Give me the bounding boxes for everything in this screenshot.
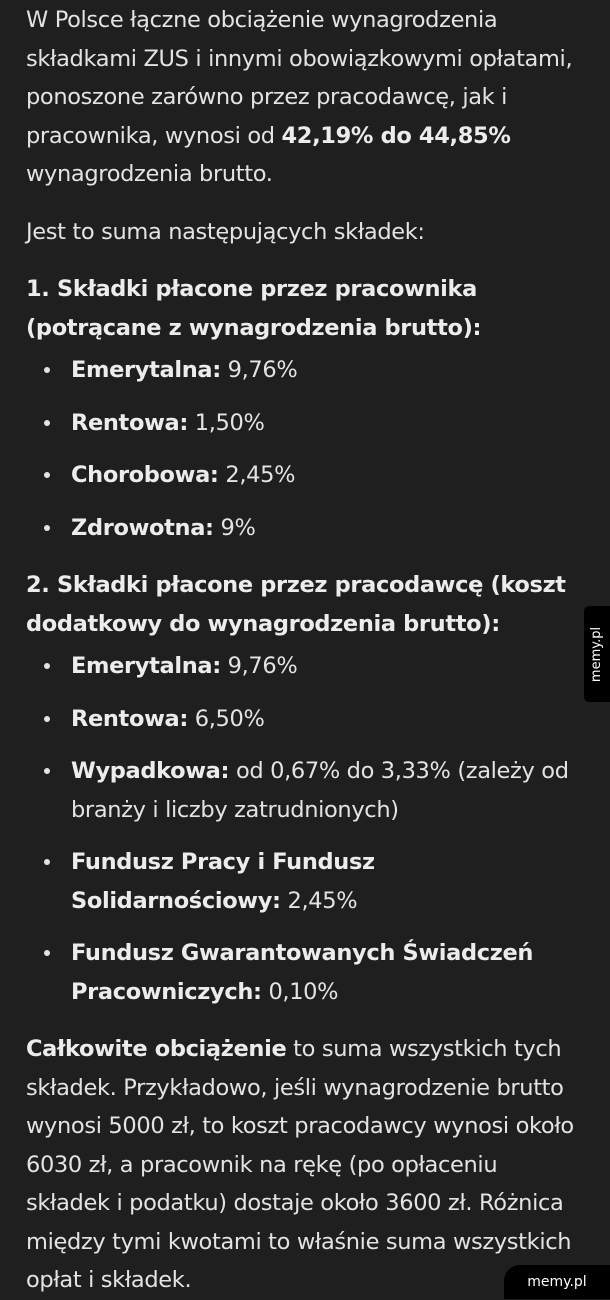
item-label: Emerytalna: — [71, 357, 221, 383]
list-item — [26, 647, 586, 686]
item-value: 9,76% — [220, 357, 298, 383]
list-item — [26, 934, 586, 1011]
list-item — [26, 843, 586, 920]
item-label: Rentowa: — [71, 705, 188, 732]
lead-paragraph: Jest to suma następujących składek: — [26, 218, 425, 245]
item-value: 9,76% — [220, 653, 298, 679]
watermark-bottom-text: memy.pl — [527, 1274, 587, 1290]
summary-bold: Całkowite obciążenie — [26, 1036, 287, 1062]
item-label: Wypadkowa: — [71, 758, 230, 784]
item-value: 1,50% — [187, 409, 265, 436]
list-item — [26, 509, 586, 548]
response-text — [26, 1, 586, 1300]
item-value: 0,10% — [261, 978, 339, 1005]
item-value: 2,45% — [218, 462, 296, 488]
item-value: 9% — [213, 514, 256, 541]
item-label: Emerytalna: — [71, 653, 221, 679]
intro-range: 42,19% do 44,85% — [281, 122, 511, 149]
summary-text: to suma wszystkich tych składek. Przykładowo, jeśli wynagrodzenie brutto wynosi 5000 zł, to koszt pracodawcy wynosi około 6030 zł, a pracownik na rękę (po opłaceniu składek i podatku) dostaje około 3600 zł. Różnica między tymi kwotami to właśnie suma wszystkich opłat i składek. — [26, 1036, 574, 1293]
intro-text: W Polsce łączne obciążenie wynagrodzenia składkami ZUS i innymi obowiązkowymi opłatami, ponoszone zarówno przez pracodawcę, jak i pracownika, wynosi od — [26, 7, 573, 149]
employer-contributions-list — [26, 647, 586, 1011]
list-item — [26, 404, 586, 443]
item-value: od 0,67% do 3,33% (zależy od branży i liczby zatrudnionych) — [71, 758, 569, 823]
item-label: Chorobowa: — [71, 462, 219, 488]
list-item — [26, 752, 586, 829]
summary-paragraph — [26, 1030, 586, 1300]
item-label: Zdrowotna: — [71, 514, 214, 541]
watermark-bottom — [504, 1265, 610, 1299]
section-heading-employee: 1. Składki płacone przez pracownika (potrącane z wynagrodzenia brutto): — [26, 276, 482, 341]
employee-contributions-list — [26, 351, 586, 547]
watermark-side — [584, 606, 610, 702]
intro-text-end: wynagrodzenia brutto. — [26, 161, 273, 187]
list-item — [26, 700, 586, 739]
item-value: 6,50% — [187, 705, 265, 732]
intro-paragraph — [26, 1, 586, 194]
item-label: Fundusz Pracy i Fundusz Solidarnościowy: — [71, 849, 375, 914]
item-label: Rentowa: — [71, 409, 188, 436]
item-value: 2,45% — [280, 887, 358, 914]
watermark-side-text: memy.pl — [589, 626, 605, 682]
section-heading-employer: 2. Składki płacone przez pracodawcę (koszt dodatkowy do wynagrodzenia brutto): — [26, 572, 566, 637]
list-item — [26, 456, 586, 495]
list-item — [26, 351, 586, 390]
item-label: Fundusz Gwarantowanych Świadczeń Pracowniczych: — [71, 940, 534, 1005]
